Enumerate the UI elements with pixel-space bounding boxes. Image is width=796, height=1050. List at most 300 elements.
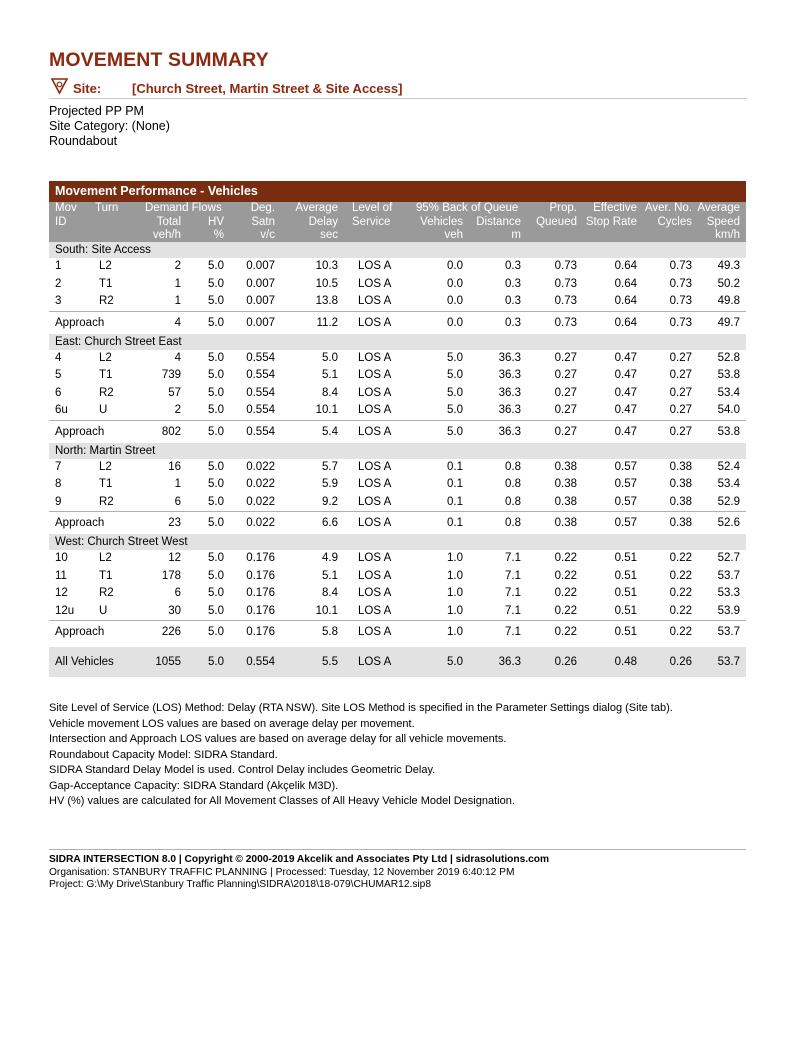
cell-deg-satn: 0.176 (246, 626, 275, 638)
cell-mov-id: 6u (55, 404, 68, 416)
cell-effective-stop-rate: 0.47 (614, 386, 637, 399)
cell-level-of-service: LOS A (358, 604, 392, 617)
cell-hv-percent: 5.0 (208, 587, 224, 599)
cell-aver-no-cycles: 0.27 (669, 351, 692, 364)
cell-mov-id: 1 (55, 260, 62, 272)
cell-level-of-service: LOS A (358, 369, 392, 381)
cell-effective-stop-rate: 0.51 (614, 569, 637, 582)
cell-demand-total: 4 (174, 351, 181, 364)
cell-aver-no-cycles: 0.73 (669, 295, 692, 307)
cell-demand-total: 2 (174, 260, 181, 272)
cell-hv-percent: 5.0 (208, 295, 224, 307)
cell-deg-satn: 0.176 (246, 587, 275, 599)
approach-name: North: Martin Street (55, 444, 156, 457)
cell-level-of-service: LOS A (358, 351, 392, 364)
cell-mov-id: Approach (55, 517, 105, 529)
cell-aver-no-cycles: 0.22 (669, 552, 692, 564)
cell-queue-distance: 7.1 (505, 569, 521, 582)
cell-effective-stop-rate: 0.51 (614, 604, 637, 617)
cell-hv-percent: 5.0 (208, 478, 224, 490)
cell-effective-stop-rate: 0.47 (614, 404, 637, 416)
cell-queue-distance: 0.8 (505, 517, 521, 529)
cell-turn: L2 (99, 460, 112, 473)
header-hv-unit: % (213, 229, 224, 241)
cell-aver-no-cycles: 0.73 (669, 260, 692, 272)
cell-average-speed: 53.7 (717, 569, 740, 582)
cell-effective-stop-rate: 0.57 (614, 495, 637, 508)
cell-turn: T1 (99, 569, 113, 582)
cell-prop-queued: 0.26 (554, 656, 577, 668)
cell-hv-percent: 5.0 (208, 604, 224, 617)
cell-prop-queued: 0.27 (554, 369, 577, 381)
cell-average-speed: 53.3 (717, 587, 740, 599)
movement-row (49, 603, 746, 621)
cell-deg-satn: 0.554 (246, 404, 275, 416)
cell-aver-no-cycles: 0.27 (669, 425, 692, 438)
cell-mov-id: 2 (55, 277, 62, 290)
cell-demand-total: 1055 (155, 656, 181, 668)
cell-turn: L2 (99, 552, 112, 564)
header-back-of-queue: 95% Back of Queue (416, 202, 519, 214)
cell-deg-satn: 0.007 (246, 277, 275, 290)
cell-turn: U (99, 404, 108, 416)
cell-average-speed: 54.0 (717, 404, 740, 416)
cell-average-delay: 5.1 (322, 569, 338, 582)
approach-name: West: Church Street West (55, 536, 188, 548)
cell-hv-percent: 5.0 (208, 369, 224, 381)
note-line: Intersection and Approach LOS values are based on average delay for all vehicle movements. (49, 733, 507, 745)
approach-total-row (49, 420, 746, 443)
footer-divider (49, 849, 746, 850)
cell-average-speed: 50.2 (717, 277, 740, 290)
cell-average-delay: 5.9 (322, 478, 338, 490)
cell-average-delay: 10.5 (315, 277, 338, 290)
cell-prop-queued: 0.27 (554, 351, 577, 364)
cell-aver-no-cycles: 0.73 (669, 316, 692, 329)
cell-demand-total: 6 (174, 495, 181, 508)
cell-effective-stop-rate: 0.64 (614, 277, 637, 290)
header-service: Service (352, 215, 391, 228)
cell-effective-stop-rate: 0.47 (614, 369, 637, 381)
header-total-unit: veh/h (152, 229, 181, 241)
cell-average-speed: 52.6 (717, 517, 740, 529)
cell-mov-id: Approach (55, 626, 105, 638)
cell-mov-id: 5 (55, 369, 62, 381)
movement-row (49, 258, 746, 276)
cell-level-of-service: LOS A (358, 425, 392, 438)
cell-effective-stop-rate: 0.48 (614, 656, 637, 668)
header-deg: Deg. (250, 202, 275, 214)
cell-hv-percent: 5.0 (208, 460, 224, 473)
cell-queue-vehicles: 0.0 (447, 316, 463, 329)
cell-level-of-service: LOS A (358, 460, 392, 473)
cell-queue-distance: 0.8 (505, 478, 521, 490)
page-title: MOVEMENT SUMMARY (49, 49, 269, 71)
header-level-of: Level of (352, 202, 393, 214)
notes (49, 701, 769, 810)
cell-hv-percent: 5.0 (208, 552, 224, 564)
cell-queue-vehicles: 1.0 (447, 552, 463, 564)
cell-mov-id: 11 (55, 569, 67, 582)
cell-prop-queued: 0.27 (554, 404, 577, 416)
header-delay-unit: sec (320, 229, 338, 241)
footer-organisation: Organisation: STANBURY TRAFFIC PLANNING | Processed: Tuesday, 12 November 2019 6:40:12 PM (49, 866, 515, 878)
header-average-speed: Average (697, 202, 740, 214)
header-delay: Delay (308, 215, 338, 228)
cell-level-of-service: LOS A (358, 656, 392, 668)
cell-average-speed: 49.7 (717, 316, 740, 329)
cell-hv-percent: 5.0 (208, 626, 224, 638)
cell-deg-satn: 0.176 (246, 552, 275, 564)
cell-queue-distance: 0.3 (505, 295, 521, 307)
approach-section-header (49, 534, 746, 550)
cell-queue-vehicles: 0.1 (447, 460, 463, 473)
cell-average-speed: 52.4 (717, 460, 740, 473)
cell-queue-distance: 0.8 (505, 460, 521, 473)
cell-average-delay: 4.9 (322, 552, 338, 564)
cell-queue-distance: 36.3 (498, 656, 521, 668)
cell-aver-no-cycles: 0.38 (669, 478, 692, 490)
cell-level-of-service: LOS A (358, 404, 392, 416)
cell-level-of-service: LOS A (358, 495, 392, 508)
header-demand-flows: Demand Flows (145, 202, 222, 214)
movement-row (49, 293, 746, 311)
site-label: Site: (73, 81, 102, 96)
header-stop-rate: Stop Rate (585, 215, 637, 228)
header-vehicles-unit: veh (444, 229, 463, 241)
cell-level-of-service: LOS A (358, 277, 392, 290)
header-queued: Queued (536, 215, 577, 228)
movement-row (49, 276, 746, 294)
cell-average-delay: 5.7 (322, 460, 338, 473)
cell-effective-stop-rate: 0.51 (614, 626, 637, 638)
cell-deg-satn: 0.554 (246, 369, 275, 381)
table-body (49, 242, 746, 677)
cell-average-delay: 10.1 (315, 604, 338, 617)
cell-level-of-service: LOS A (358, 587, 392, 599)
site-name: [Church Street, Martin Street & Site Access] (132, 81, 403, 96)
movement-row (49, 402, 746, 420)
cell-turn: T1 (99, 277, 113, 290)
movement-row (49, 385, 746, 403)
cell-queue-vehicles: 5.0 (447, 404, 463, 416)
header-distance: Distance (476, 215, 521, 228)
cell-deg-satn: 0.176 (246, 569, 275, 582)
cell-average-delay: 9.2 (322, 495, 338, 508)
cell-effective-stop-rate: 0.57 (614, 478, 637, 490)
cell-average-delay: 5.5 (322, 656, 338, 668)
cell-level-of-service: LOS A (358, 517, 392, 529)
cell-level-of-service: LOS A (358, 295, 392, 307)
cell-turn: T1 (99, 478, 113, 490)
cell-average-delay: 10.1 (315, 404, 338, 416)
cell-effective-stop-rate: 0.47 (614, 425, 637, 438)
cell-queue-distance: 0.3 (505, 316, 521, 329)
cell-effective-stop-rate: 0.57 (614, 517, 637, 529)
header-satn: Satn (251, 215, 275, 228)
cell-average-speed: 52.7 (717, 552, 740, 564)
cell-queue-distance: 36.3 (498, 404, 521, 416)
cell-average-speed: 49.8 (717, 295, 740, 307)
footer-project: Project: G:\My Drive\Stanbury Traffic Planning\SIDRA\2018\18-079\CHUMAR12.sip8 (49, 879, 432, 890)
cell-prop-queued: 0.22 (554, 569, 577, 582)
cell-average-delay: 5.4 (322, 425, 338, 438)
cell-average-delay: 6.6 (322, 517, 338, 529)
cell-demand-total: 1 (174, 478, 181, 490)
cell-prop-queued: 0.27 (554, 425, 577, 438)
cell-turn: R2 (99, 386, 114, 399)
cell-hv-percent: 5.0 (208, 495, 224, 508)
cell-aver-no-cycles: 0.38 (669, 517, 692, 529)
cell-aver-no-cycles: 0.27 (669, 404, 692, 416)
cell-aver-no-cycles: 0.22 (669, 604, 692, 617)
cell-aver-no-cycles: 0.38 (669, 460, 692, 473)
cell-queue-vehicles: 1.0 (447, 604, 463, 617)
cell-average-speed: 53.7 (717, 656, 740, 668)
cell-turn: U (99, 604, 108, 617)
cell-aver-no-cycles: 0.27 (669, 386, 692, 399)
cell-prop-queued: 0.22 (554, 626, 577, 638)
cell-queue-vehicles: 5.0 (447, 369, 463, 381)
header-id: ID (55, 215, 67, 228)
cell-turn: R2 (99, 587, 114, 599)
cell-deg-satn: 0.007 (246, 316, 275, 329)
cell-demand-total: 739 (161, 369, 181, 381)
cell-demand-total: 1 (174, 295, 181, 307)
table-header (49, 202, 746, 242)
cell-demand-total: 23 (168, 517, 181, 529)
cell-average-speed: 53.4 (717, 386, 740, 399)
movement-performance-table (49, 181, 746, 677)
cell-queue-vehicles: 5.0 (447, 656, 463, 668)
cell-queue-distance: 0.3 (505, 260, 521, 272)
header-speed-unit: km/h (715, 229, 740, 241)
cell-aver-no-cycles: 0.22 (669, 587, 692, 599)
cell-average-speed: 52.9 (717, 495, 740, 508)
cell-hv-percent: 5.0 (208, 404, 224, 416)
cell-queue-vehicles: 5.0 (447, 386, 463, 399)
footer (49, 854, 549, 892)
cell-level-of-service: LOS A (358, 569, 392, 582)
cell-effective-stop-rate: 0.64 (614, 295, 637, 307)
cell-mov-id: 9 (55, 495, 62, 508)
cell-average-speed: 49.3 (717, 260, 740, 272)
cell-prop-queued: 0.38 (554, 478, 577, 490)
header-effective: Effective (593, 202, 637, 214)
cell-hv-percent: 5.0 (208, 569, 224, 582)
approach-total-row (49, 511, 746, 534)
cell-prop-queued: 0.73 (554, 277, 577, 290)
cell-queue-vehicles: 0.1 (447, 478, 463, 490)
header-vehicles: Vehicles (420, 215, 463, 228)
cell-mov-id: 6 (55, 386, 62, 399)
movement-row (49, 494, 746, 512)
cell-demand-total: 802 (161, 425, 181, 438)
cell-queue-distance: 7.1 (505, 587, 521, 599)
cell-hv-percent: 5.0 (208, 316, 224, 329)
header-distance-unit: m (511, 229, 521, 241)
movement-row (49, 550, 746, 568)
cell-demand-total: 16 (168, 460, 181, 473)
cell-demand-total: 12 (168, 552, 181, 564)
cell-hv-percent: 5.0 (208, 517, 224, 529)
cell-turn: T1 (99, 369, 113, 381)
cell-mov-id: 7 (55, 460, 62, 473)
cell-level-of-service: LOS A (358, 552, 392, 564)
cell-queue-vehicles: 5.0 (447, 351, 463, 364)
movement-row (49, 367, 746, 385)
cell-deg-satn: 0.022 (246, 495, 275, 508)
approach-section-header (49, 443, 746, 459)
cell-queue-distance: 7.1 (505, 552, 521, 564)
cell-level-of-service: LOS A (358, 316, 392, 329)
cell-average-speed: 53.8 (717, 425, 740, 438)
cell-deg-satn: 0.554 (246, 386, 275, 399)
cell-prop-queued: 0.22 (554, 587, 577, 599)
cell-effective-stop-rate: 0.47 (614, 351, 637, 364)
control-type: Roundabout (49, 134, 118, 148)
cell-queue-vehicles: 1.0 (447, 626, 463, 638)
movement-row (49, 459, 746, 477)
cell-aver-no-cycles: 0.22 (669, 569, 692, 582)
header-hv: HV (208, 215, 224, 228)
cell-level-of-service: LOS A (358, 626, 392, 638)
roundabout-site-icon (51, 78, 68, 95)
cell-aver-no-cycles: 0.73 (669, 277, 692, 290)
cell-average-delay: 5.0 (322, 351, 338, 364)
cell-average-delay: 8.4 (322, 386, 338, 399)
header-cycles: Cycles (657, 215, 692, 228)
cell-effective-stop-rate: 0.64 (614, 316, 637, 329)
cell-mov-id: 3 (55, 295, 62, 307)
note-line: Roundabout Capacity Model: SIDRA Standard. (49, 748, 278, 761)
cell-prop-queued: 0.22 (554, 552, 577, 564)
cell-average-delay: 13.8 (315, 295, 338, 307)
cell-queue-distance: 36.3 (498, 386, 521, 399)
note-line: Vehicle movement LOS values are based on average delay per movement. (49, 717, 415, 730)
approach-section-header (49, 334, 746, 350)
cell-queue-vehicles: 1.0 (447, 587, 463, 599)
cell-aver-no-cycles: 0.38 (669, 495, 692, 508)
cell-demand-total: 178 (161, 569, 181, 582)
approach-total-row (49, 311, 746, 334)
cell-queue-distance: 7.1 (505, 604, 521, 617)
header-mov: Mov (55, 202, 77, 214)
approach-section-header (49, 242, 746, 258)
cell-effective-stop-rate: 0.64 (614, 260, 637, 272)
header-total: Total (156, 215, 181, 228)
cell-effective-stop-rate: 0.51 (614, 552, 637, 564)
note-line: Site Level of Service (LOS) Method: Delay (RTA NSW). Site LOS Method is specified in the Parameter Settings dialog (Site tab). (49, 702, 673, 714)
cell-turn: R2 (99, 495, 114, 508)
note-line: SIDRA Standard Delay Model is used. Control Delay includes Geometric Delay. (49, 764, 436, 776)
cell-prop-queued: 0.38 (554, 517, 577, 529)
cell-mov-id: Approach (55, 316, 105, 329)
site-info (49, 104, 170, 149)
cell-average-speed: 53.9 (717, 604, 740, 617)
cell-effective-stop-rate: 0.51 (614, 587, 637, 599)
approach-name: East: Church Street East (55, 335, 182, 348)
cell-queue-distance: 36.3 (498, 425, 521, 438)
movement-row (49, 476, 746, 494)
cell-deg-satn: 0.176 (246, 604, 275, 617)
cell-prop-queued: 0.27 (554, 386, 577, 399)
cell-level-of-service: LOS A (358, 260, 392, 272)
movement-row (49, 585, 746, 603)
cell-mov-id: 12u (55, 604, 75, 617)
site-category: Site Category: (None) (49, 119, 170, 133)
cell-prop-queued: 0.38 (554, 495, 577, 508)
cell-demand-total: 30 (168, 604, 181, 617)
cell-average-delay: 5.1 (322, 369, 338, 381)
cell-average-speed: 53.7 (717, 626, 740, 638)
cell-queue-vehicles: 0.1 (447, 495, 463, 508)
cell-deg-satn: 0.554 (246, 351, 275, 364)
cell-demand-total: 6 (174, 587, 181, 599)
cell-queue-distance: 0.8 (505, 495, 521, 508)
cell-mov-id: Approach (55, 425, 105, 438)
cell-prop-queued: 0.73 (554, 316, 577, 329)
cell-deg-satn: 0.007 (246, 295, 275, 307)
header-prop: Prop. (549, 202, 577, 214)
cell-queue-vehicles: 5.0 (447, 425, 463, 438)
cell-queue-vehicles: 1.0 (447, 569, 463, 582)
movement-row (49, 568, 746, 586)
cell-average-speed: 53.4 (717, 478, 740, 490)
cell-aver-no-cycles: 0.27 (669, 369, 692, 381)
note-line: Gap-Acceptance Capacity: SIDRA Standard (Akçelik M3D). (49, 779, 339, 792)
cell-demand-total: 2 (174, 404, 181, 416)
cell-deg-satn: 0.554 (246, 656, 275, 668)
header-average: Average (295, 202, 338, 214)
cell-queue-distance: 0.3 (505, 277, 521, 290)
cell-prop-queued: 0.73 (554, 295, 577, 307)
table-title: Movement Performance - Vehicles (49, 181, 746, 202)
header-turn: Turn (95, 202, 119, 214)
cell-aver-no-cycles: 0.26 (669, 656, 692, 668)
cell-hv-percent: 5.0 (208, 260, 224, 272)
cell-average-delay: 10.3 (315, 260, 338, 272)
cell-demand-total: 57 (168, 386, 181, 399)
cell-demand-total: 4 (174, 316, 181, 329)
cell-turn: R2 (99, 295, 114, 307)
cell-prop-queued: 0.22 (554, 604, 577, 617)
cell-queue-distance: 36.3 (498, 351, 521, 364)
cell-deg-satn: 0.007 (246, 260, 275, 272)
cell-level-of-service: LOS A (358, 386, 392, 399)
movement-row (49, 350, 746, 368)
cell-mov-id: 8 (55, 478, 62, 490)
all-vehicles-row (49, 647, 746, 677)
cell-turn: L2 (99, 260, 112, 272)
cell-mov-id: 12 (55, 587, 68, 599)
cell-queue-vehicles: 0.0 (447, 277, 463, 290)
note-line: HV (%) values are calculated for All Movement Classes of All Heavy Vehicle Model Designation. (49, 795, 515, 807)
cell-level-of-service: LOS A (358, 478, 392, 490)
cell-hv-percent: 5.0 (208, 277, 224, 290)
cell-prop-queued: 0.73 (554, 260, 577, 272)
cell-average-delay: 11.2 (316, 316, 338, 329)
cell-queue-vehicles: 0.0 (447, 295, 463, 307)
cell-hv-percent: 5.0 (208, 386, 224, 399)
cell-demand-total: 1 (174, 277, 181, 290)
header-satn-unit: v/c (260, 229, 275, 241)
cell-deg-satn: 0.554 (246, 425, 275, 438)
cell-deg-satn: 0.022 (246, 478, 275, 490)
cell-hv-percent: 5.0 (208, 351, 224, 364)
cell-deg-satn: 0.022 (246, 460, 275, 473)
cell-turn: L2 (99, 351, 112, 364)
